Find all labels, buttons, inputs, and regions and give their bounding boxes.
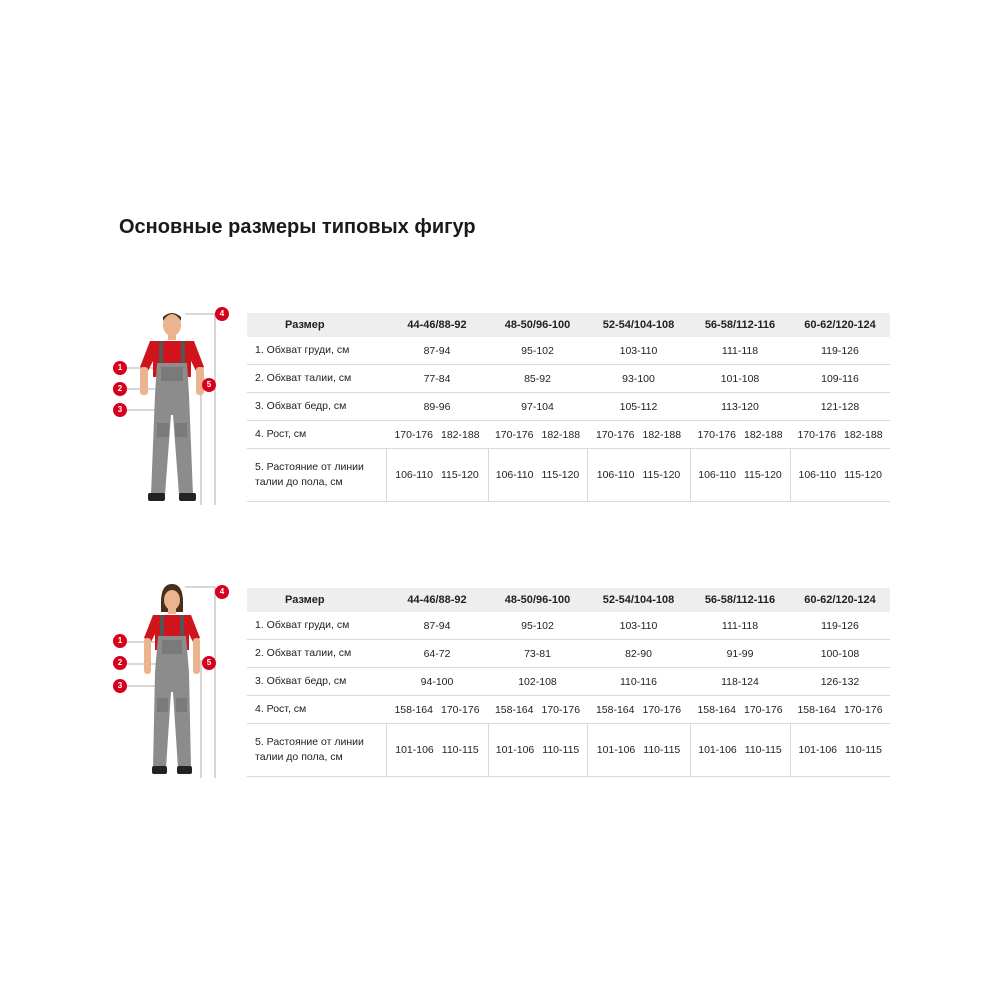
table-cell [690,724,790,777]
table-row-waist-to-floor [247,724,890,777]
row-label: 3. Обхват бедр, см [247,393,386,421]
table-row-height [247,421,890,449]
table-cell [488,724,587,777]
cell-value: 158-164 [595,703,635,716]
cell-value: 182-188 [441,428,480,441]
cell-value: 170-176 [394,428,433,441]
women-size-table [247,588,890,777]
cell-value: 170-176 [494,428,534,441]
table-cell [790,449,890,502]
marker-waist-to-floor: 5 [202,656,216,670]
header-size: Размер [247,313,386,337]
men-size-table [247,313,890,502]
cell-value: 110-115 [845,744,883,756]
cell-value: 115-120 [744,469,782,481]
marker-chest: 1 [113,361,127,375]
table-cell: 100-108 [790,640,890,668]
table-row-hips [247,668,890,696]
row-label: 3. Обхват бедр, см [247,668,386,696]
table-cell: 95-102 [488,612,587,640]
header-size-col-1: 44-46/88-92 [386,588,488,612]
table-cell: 111-118 [690,612,790,640]
table-row-waist [247,365,890,393]
cell-value: 170-176 [744,703,783,716]
cell-value: 182-188 [844,428,883,441]
table-row-chest [247,337,890,365]
table-cell [488,696,587,724]
table-cell: 126-132 [790,668,890,696]
cell-value: 170-176 [697,428,736,441]
cell-value: 106-110 [495,469,534,481]
marker-hips: 3 [113,403,127,417]
table-cell: 64-72 [386,640,488,668]
row-label: 1. Обхват груди, см [247,612,386,640]
table-cell [386,421,488,449]
marker-chest: 1 [113,634,127,648]
cell-value: 158-164 [797,703,836,716]
cell-value: 110-115 [542,744,580,756]
cell-value: 158-164 [697,703,736,716]
marker-height: 4 [215,585,229,599]
cell-value: 170-176 [642,703,682,716]
cell-value: 170-176 [441,703,480,716]
marker-waist-to-floor: 5 [202,378,216,392]
table-cell: 93-100 [587,365,690,393]
table-cell [790,724,890,777]
table-cell [488,449,587,502]
table-cell: 113-120 [690,393,790,421]
cell-value: 182-188 [744,428,783,441]
table-cell [690,421,790,449]
row-label: 2. Обхват талии, см [247,365,386,393]
table-cell: 85-92 [488,365,587,393]
row-label [247,449,386,502]
header-size-col-3: 52-54/104-108 [587,588,690,612]
table-cell: 121-128 [790,393,890,421]
row-label-line: 5. Растояние от линии [255,461,364,473]
table-cell: 101-108 [690,365,790,393]
header-size-col-3: 52-54/104-108 [587,313,690,337]
table-cell [488,421,587,449]
table-cell [790,696,890,724]
table-cell: 97-104 [488,393,587,421]
row-label-line: 5. Растояние от линии [255,736,364,748]
cell-value: 170-176 [797,428,836,441]
table-cell: 119-126 [790,612,890,640]
cell-value: 101-106 [698,744,737,756]
cell-value: 106-110 [395,469,433,481]
table-cell [690,449,790,502]
table-row-height [247,696,890,724]
header-size-col-2: 48-50/96-100 [488,588,587,612]
cell-value: 158-164 [494,703,534,716]
header-size-col-4: 56-58/112-116 [690,313,790,337]
cell-value: 101-106 [395,744,434,756]
table-cell: 119-126 [790,337,890,365]
table-row-chest [247,612,890,640]
table-cell [587,449,690,502]
header-size-col-4: 56-58/112-116 [690,588,790,612]
cell-value: 182-188 [541,428,581,441]
cell-value: 106-110 [596,469,635,481]
row-label-line: талии до пола, см [255,476,343,488]
table-cell [587,724,690,777]
cell-value: 115-120 [541,469,580,481]
table-cell: 109-116 [790,365,890,393]
table-cell: 111-118 [690,337,790,365]
female-figure-illustration [105,580,235,785]
cell-value: 101-106 [596,744,636,756]
header-size-col-5: 60-62/120-124 [790,313,890,337]
cell-value: 158-164 [394,703,433,716]
header-size-col-5: 60-62/120-124 [790,588,890,612]
cell-value: 115-120 [441,469,479,481]
table-cell: 105-112 [587,393,690,421]
row-label: 1. Обхват груди, см [247,337,386,365]
table-cell: 73-81 [488,640,587,668]
page-title: Основные размеры типовых фигур [119,216,476,238]
cell-value: 110-115 [744,744,782,756]
table-row-waist-to-floor [247,449,890,502]
cell-value: 182-188 [642,428,682,441]
row-label-line: талии до пола, см [255,751,343,763]
table-cell: 87-94 [386,337,488,365]
header-size-col-2: 48-50/96-100 [488,313,587,337]
table-row-waist [247,640,890,668]
male-figure-illustration [105,305,235,510]
table-row-hips [247,393,890,421]
table-cell: 87-94 [386,612,488,640]
table-cell [690,696,790,724]
marker-height: 4 [215,307,229,321]
table-cell [587,421,690,449]
marker-waist: 2 [113,382,127,396]
table-cell: 103-110 [587,337,690,365]
table-cell: 91-99 [690,640,790,668]
cell-value: 106-110 [798,469,837,481]
table-header-row [247,588,890,612]
row-label [247,724,386,777]
table-cell: 102-108 [488,668,587,696]
table-cell: 95-102 [488,337,587,365]
header-size-col-1: 44-46/88-92 [386,313,488,337]
table-cell: 103-110 [587,612,690,640]
marker-hips: 3 [113,679,127,693]
table-cell [386,696,488,724]
table-header-row [247,313,890,337]
table-cell: 94-100 [386,668,488,696]
cell-value: 115-120 [844,469,883,481]
cell-value: 170-176 [595,428,635,441]
cell-value: 115-120 [642,469,681,481]
table-cell [587,696,690,724]
cell-value: 170-176 [541,703,581,716]
marker-waist: 2 [113,656,127,670]
table-cell [386,449,488,502]
row-label: 2. Обхват талии, см [247,640,386,668]
row-label: 4. Рост, см [247,696,386,724]
table-cell: 77-84 [386,365,488,393]
table-cell [790,421,890,449]
header-size: Размер [247,588,386,612]
table-cell: 82-90 [587,640,690,668]
cell-value: 110-115 [643,744,681,756]
cell-value: 106-110 [698,469,736,481]
cell-value: 110-115 [441,744,479,756]
cell-value: 101-106 [495,744,535,756]
table-cell: 118-124 [690,668,790,696]
cell-value: 101-106 [798,744,838,756]
cell-value: 170-176 [844,703,883,716]
row-label: 4. Рост, см [247,421,386,449]
table-cell: 110-116 [587,668,690,696]
table-cell [386,724,488,777]
table-cell: 89-96 [386,393,488,421]
